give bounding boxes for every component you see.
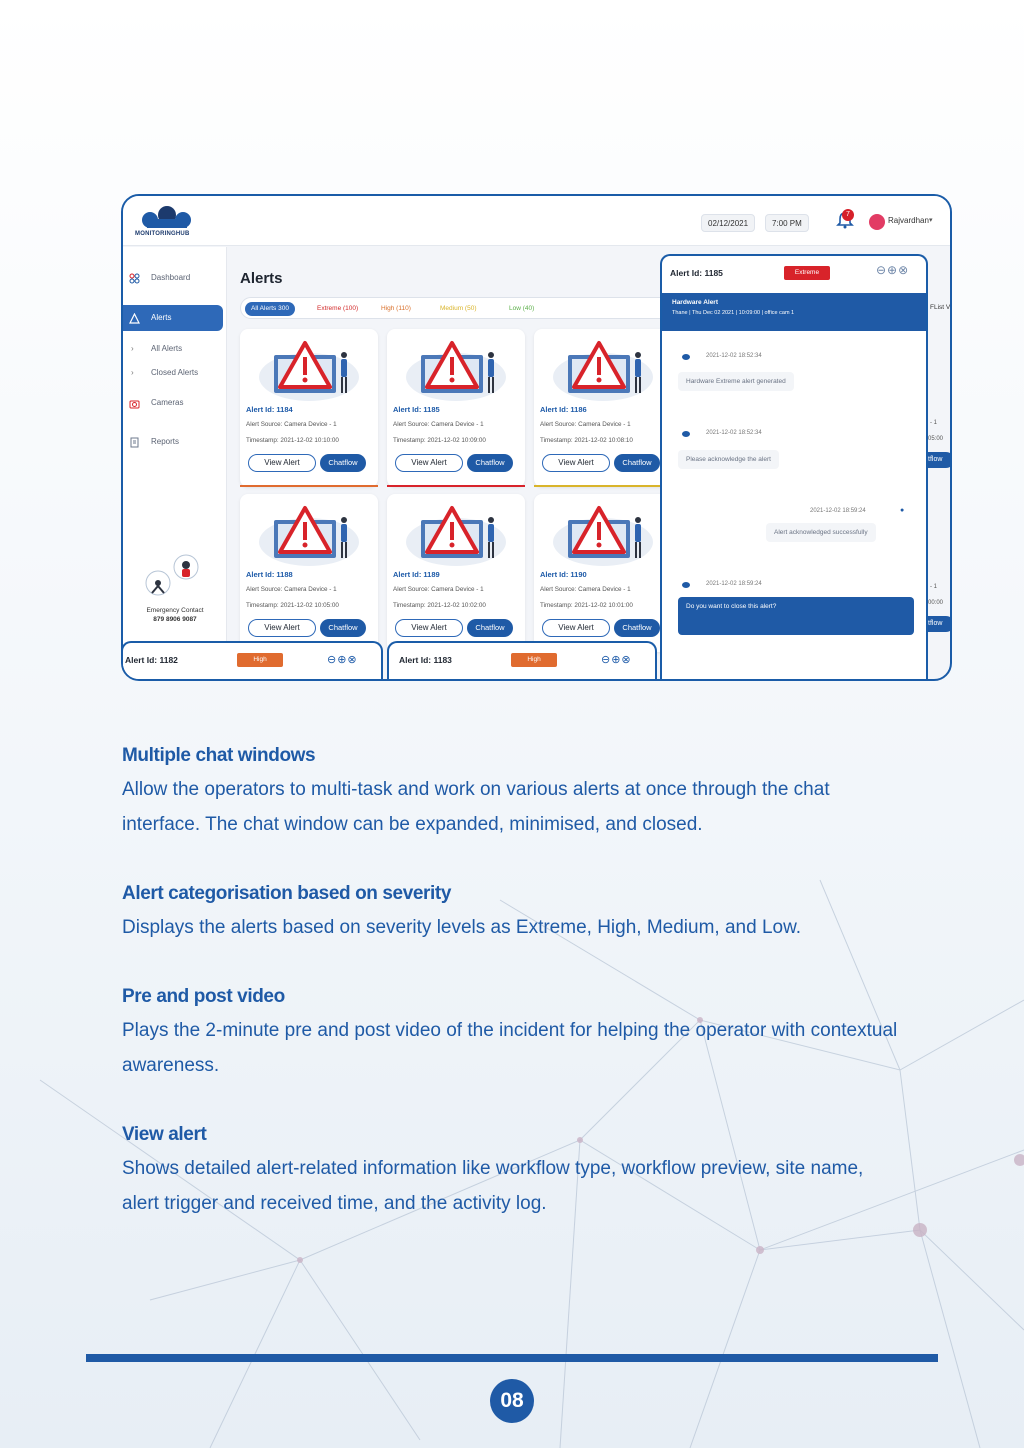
notification-badge: 7 [842,209,854,221]
chatflow-button[interactable]: Chatflow [320,454,366,472]
chat-window-title: Alert Id: 1185 [670,268,723,278]
alert-timestamp: Timestamp: 2021-12-02 10:01:00 [540,602,633,609]
alert-source: Alert Source: Camera Device - 1 [393,421,484,428]
chat-header [662,293,926,331]
user-icon: ● [900,507,905,514]
sidebar-item-label: Dashboard [151,273,191,282]
footer-rule [86,1354,938,1362]
tab-extreme[interactable]: Extreme (100) [317,305,359,312]
alert-timestamp: Timestamp: 2021-12-02 10:08:10 [540,437,633,444]
message-time: 2021-12-02 18:52:34 [706,430,762,436]
fragment-text: - 1 [930,584,938,590]
severity-badge: Extreme [784,266,830,280]
message-time: 2021-12-02 18:59:24 [810,508,866,514]
chat-message: Do you want to close this alert? [678,597,914,635]
fragment-text[interactable]: tflow [928,452,952,468]
alert-illustration-icon [550,502,656,568]
feature-title: Multiple chat windows [122,745,316,766]
tab-high[interactable]: High (110) [381,305,411,312]
chat-window-title: Alert Id: 1183 [399,655,452,665]
fragment-text[interactable]: tflow [928,616,952,632]
feature-title: Alert categorisation based on severity [122,883,452,904]
chat-window-title: Alert Id: 1182 [125,655,178,665]
grid-icon [129,273,140,284]
top-bar [123,196,950,246]
alert-source: Alert Source: Camera Device - 1 [540,586,631,593]
chat-header-title: Hardware Alert [672,299,718,306]
emergency-contact [129,607,221,623]
view-alert-button[interactable]: View Alert [395,619,463,637]
feature-section [122,986,902,1083]
alert-timestamp: Timestamp: 2021-12-02 10:05:00 [246,602,339,609]
alert-illustration-icon [256,337,362,403]
feature-title: View alert [122,1124,207,1145]
overflow-card-fragments [928,300,952,640]
sidebar-item-label: Closed Alerts [151,368,199,377]
alert-source: Alert Source: Camera Device - 1 [246,421,337,428]
date-chip: 02/12/2021 [701,214,755,232]
feature-section [122,883,902,945]
alert-card[interactable] [534,329,672,487]
app-screenshot [121,194,952,681]
page-title: Alerts [240,270,283,287]
sidebar-item-alerts[interactable] [123,305,223,331]
alert-id: Alert Id: 1188 [246,570,293,579]
report-icon [129,437,140,448]
fragment-text: FList V [930,304,951,311]
alert-card[interactable] [240,329,378,487]
page-number: 08 [490,1379,534,1423]
sidebar-item-label: Cameras [151,398,184,407]
severity-bar [534,485,672,487]
view-alert-button[interactable]: View Alert [248,619,316,637]
alert-id: Alert Id: 1185 [393,405,440,414]
chatflow-button[interactable]: Chatflow [320,619,366,637]
minimized-chat-window[interactable] [121,641,383,681]
tab-medium[interactable]: Medium (50) [440,305,477,312]
sidebar-item-closed-alerts[interactable] [123,368,198,377]
alert-card[interactable] [240,494,378,652]
sidebar-item-cameras[interactable] [123,390,223,416]
alert-id: Alert Id: 1186 [540,405,587,414]
warning-icon [129,313,140,324]
chatflow-button[interactable]: Chatflow [467,619,513,637]
chat-message: Alert acknowledged successfully [766,523,876,542]
alert-timestamp: Timestamp: 2021-12-02 10:09:00 [393,437,486,444]
fragment-text: - 1 [930,420,938,426]
alert-id: Alert Id: 1184 [246,405,293,414]
chat-message: Please acknowledge the alert [678,450,779,469]
feature-body: Plays the 2-minute pre and post video of the incident for helping the operator with contextual awareness. [122,1020,898,1076]
window-controls-icon[interactable]: ⊖⊕⊗ [601,654,632,666]
alert-illustration-icon [550,337,656,403]
alert-source: Alert Source: Camera Device - 1 [246,586,337,593]
user-name[interactable]: Rajvardhan [888,216,929,225]
support-illustration [138,553,218,605]
window-controls-icon[interactable]: ⊖⊕⊗ [327,654,358,666]
sidebar [123,247,227,681]
sidebar-item-all-alerts[interactable] [123,344,182,353]
severity-badge: High [237,653,283,667]
sidebar-item-label: Reports [151,437,180,446]
alert-illustration-icon [256,502,362,568]
alert-timestamp: Timestamp: 2021-12-02 10:10:00 [246,437,339,444]
severity-bar [240,485,378,487]
alert-id: Alert Id: 1190 [540,570,587,579]
alert-card[interactable] [387,329,525,487]
alert-source: Alert Source: Camera Device - 1 [393,586,484,593]
feature-title: Pre and post video [122,986,285,1007]
feature-body: Allow the operators to multi-task and work on various alerts at once through the chat interface. The chat window can be expanded, minimised, and closed. [122,779,830,835]
bot-icon [682,354,690,360]
severity-bar [387,485,525,487]
camera-icon [129,398,140,409]
view-alert-button[interactable]: View Alert [542,454,610,472]
feature-section [122,1124,902,1221]
logo [135,206,205,240]
avatar[interactable] [869,214,885,230]
time-chip: 7:00 PM [765,214,809,232]
chevron-down-icon[interactable]: ▾ [929,217,933,224]
feature-body: Shows detailed alert-related information like workflow type, workflow preview, site name, alert trigger and received time, and the activity log. [122,1158,864,1214]
sidebar-item-dashboard[interactable] [123,265,223,291]
emergency-number[interactable]: 879 8906 9087 [153,616,197,623]
alert-id: Alert Id: 1189 [393,570,440,579]
chevron-right-icon: › [131,368,134,377]
bot-icon [682,431,690,437]
message-time: 2021-12-02 18:52:34 [706,353,762,359]
feature-section [122,745,902,842]
bot-icon [682,582,690,588]
feature-body: Displays the alerts based on severity levels as Extreme, High, Medium, and Low. [122,917,802,938]
minimized-chat-window[interactable] [387,641,657,681]
logo-mark-icon [139,206,195,228]
alert-card[interactable] [534,494,672,652]
fragment-text: 05:00 [928,436,944,442]
emergency-label: Emergency Contact [146,607,204,614]
alert-illustration-icon [403,337,509,403]
message-time: 2021-12-02 18:59:24 [706,581,762,587]
view-alert-button[interactable]: View Alert [395,454,463,472]
alert-card[interactable] [387,494,525,652]
chatflow-button[interactable]: Chatflow [614,619,660,637]
view-alert-button[interactable]: View Alert [248,454,316,472]
tab-all-alerts[interactable]: All Alerts 300 [245,302,295,316]
alert-timestamp: Timestamp: 2021-12-02 10:02:00 [393,602,486,609]
view-alert-button[interactable]: View Alert [542,619,610,637]
window-controls-icon[interactable]: ⊖⊕⊗ [876,263,910,277]
chat-header-subtitle: Thane | Thu Dec 02 2021 | 10:09:00 | office cam 1 [672,310,795,316]
sidebar-item-reports[interactable] [123,429,223,455]
severity-badge: High [511,653,557,667]
alert-source: Alert Source: Camera Device - 1 [540,421,631,428]
logo-text: MONITORINGHUB [135,231,190,237]
chat-window [660,254,928,681]
chatflow-button[interactable]: Chatflow [467,454,513,472]
sidebar-item-label: All Alerts [151,344,183,353]
alert-illustration-icon [403,502,509,568]
chevron-right-icon: › [131,344,134,353]
chat-message: Hardware Extreme alert generated [678,372,794,391]
sidebar-item-label: Alerts [151,313,172,322]
fragment-text: 00:00 [928,600,944,606]
tab-low[interactable]: Low (40) [509,305,535,312]
chatflow-button[interactable]: Chatflow [614,454,660,472]
